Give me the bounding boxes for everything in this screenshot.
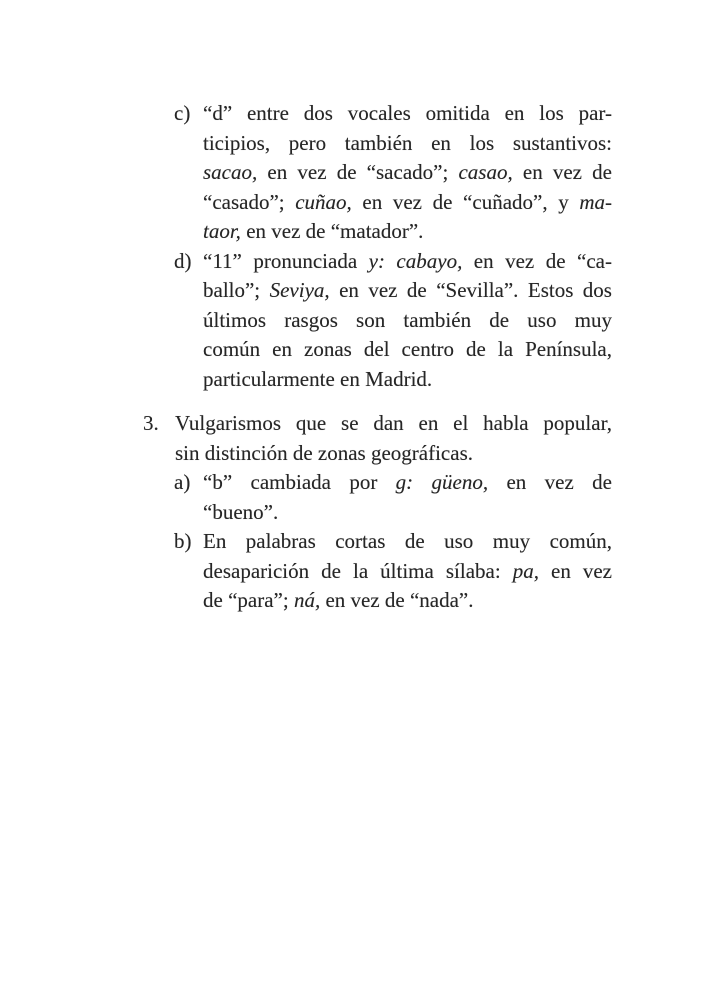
regular-text: ticipios, pero también en los sustantivos:: [203, 130, 612, 155]
regular-text: en vez de: [512, 160, 612, 184]
text-line: [203, 527, 612, 557]
item-body: [203, 468, 612, 527]
regular-text: “11” pronunciada: [203, 248, 369, 273]
text-line: [203, 498, 612, 528]
list-item: [174, 247, 703, 395]
regular-text: En palabras cortas de uso muy común,: [203, 529, 612, 553]
regular-text: “casado”;: [203, 189, 296, 214]
regular-text: “b” cambiada por: [203, 470, 396, 494]
item-marker: c): [174, 101, 191, 125]
text-line: [203, 586, 612, 616]
regular-text: desaparición de la última sílaba:: [203, 558, 513, 583]
regular-text: en vez de “cuñado”, y: [351, 189, 580, 214]
regular-text: particularmente en Madrid.: [203, 366, 433, 391]
text-line: [203, 276, 612, 306]
regular-text: en vez de: [488, 470, 612, 494]
text-line: [203, 306, 612, 336]
italic-text: sacao,: [203, 160, 258, 184]
text-line: [203, 217, 612, 247]
italic-text: Seviya,: [269, 278, 330, 302]
italic-text: cuñao,: [295, 189, 352, 214]
item-marker: 3.: [143, 411, 159, 435]
regular-text: en vez de “sacado”;: [257, 160, 459, 184]
list-item: [174, 468, 703, 527]
text-line: [203, 99, 612, 129]
italic-text: ma-: [579, 189, 612, 214]
list-item: [174, 99, 703, 247]
text-line: [203, 365, 612, 395]
regular-text: en vez de “matador”.: [240, 219, 424, 243]
regular-text: común en zonas del centro de la Península,: [203, 337, 612, 361]
italic-text: ná,: [293, 588, 321, 612]
text-line: [203, 188, 612, 218]
italic-text: pa,: [512, 558, 539, 583]
item-body: [203, 247, 612, 395]
item-body: [175, 409, 612, 468]
text-block: [0, 99, 703, 616]
text-line: [203, 335, 612, 365]
text-line: [203, 129, 612, 159]
italic-text: y: cabayo,: [368, 248, 463, 273]
regular-text: en vez: [538, 558, 612, 583]
item-body: [203, 527, 612, 616]
regular-text: en vez de “Sevilla”. Estos dos: [329, 278, 612, 302]
regular-text: de “para”;: [203, 588, 294, 612]
regular-text: “bueno”.: [203, 499, 279, 524]
text-line: [203, 557, 612, 587]
item-body: [203, 99, 612, 247]
italic-text: taor,: [203, 219, 241, 243]
list-item: [174, 527, 703, 616]
text-line: [203, 468, 612, 498]
regular-text: en vez de “ca-: [462, 248, 612, 273]
regular-text: sin distinción de zonas geográficas.: [175, 440, 473, 465]
regular-text: “d” entre dos vocales omitida en los par-: [203, 101, 612, 125]
text-line: [175, 439, 612, 469]
text-line: [203, 158, 612, 188]
list-item: [143, 409, 703, 468]
italic-text: casao,: [458, 160, 513, 184]
regular-text: últimos rasgos son también de uso muy: [203, 307, 612, 332]
item-marker: a): [174, 470, 191, 494]
item-marker: b): [174, 529, 192, 553]
item-marker: d): [174, 248, 192, 273]
regular-text: en vez de “nada”.: [320, 588, 474, 612]
text-line: [203, 247, 612, 277]
text-line: [175, 409, 612, 439]
regular-text: ballo”;: [203, 278, 270, 302]
regular-text: Vulgarismos que se dan en el habla popular,: [175, 411, 612, 435]
italic-text: g: güeno,: [395, 470, 489, 494]
